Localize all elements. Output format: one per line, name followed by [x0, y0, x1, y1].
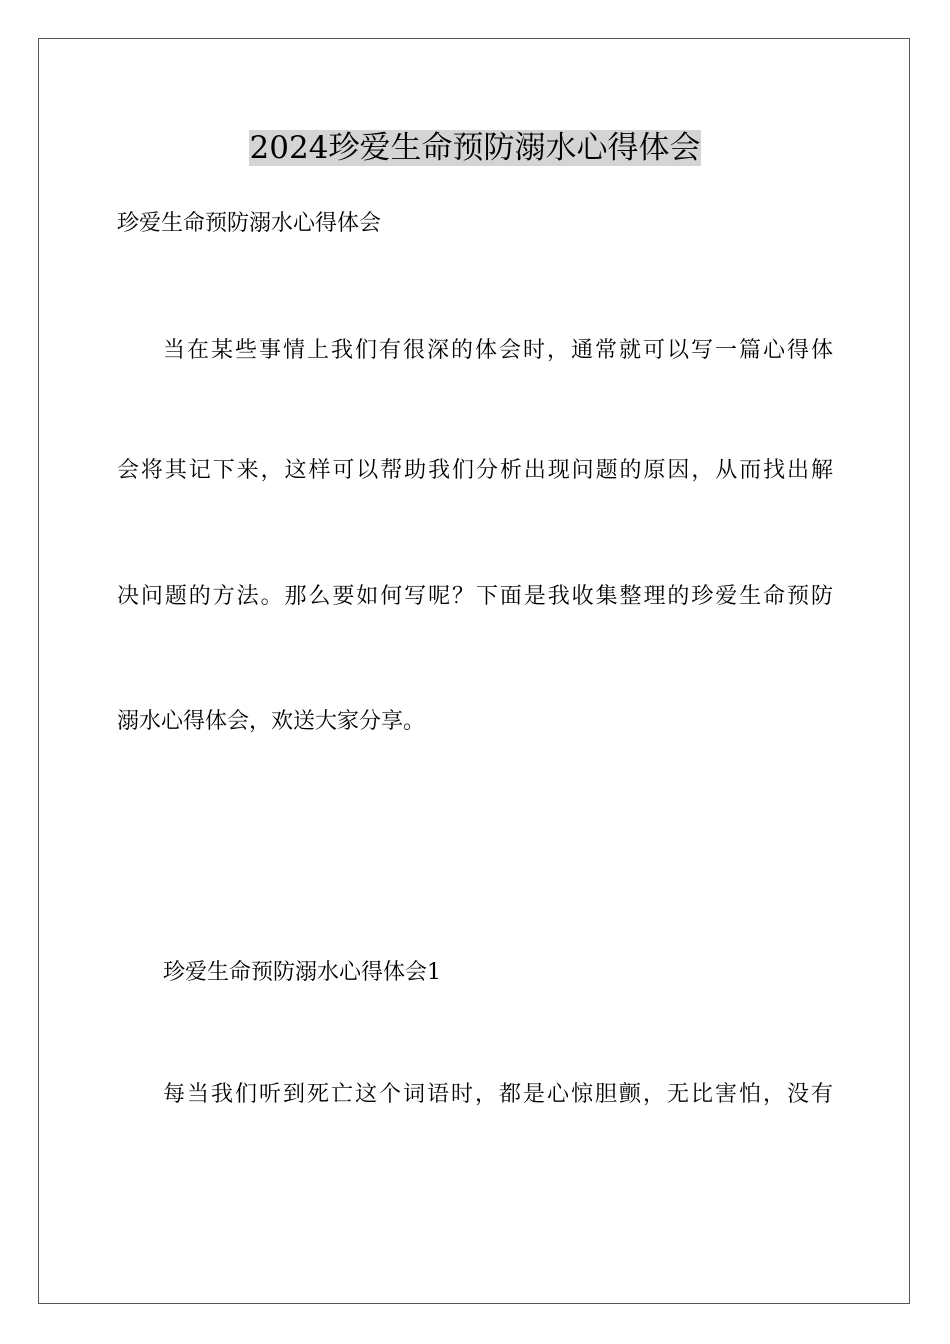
document-title — [0, 126, 950, 170]
document-title-text: 2024珍爱生命预防溺水心得体会 — [249, 130, 701, 166]
intro-paragraph-line-3: 决问题的方法。那么要如何写呢？下面是我收集整理的珍爱生命预防 — [117, 584, 833, 609]
intro-paragraph-line-2: 会将其记下来，这样可以帮助我们分析出现问题的原因，从而找出解 — [117, 458, 833, 483]
section-paragraph-line-1: 每当我们听到死亡这个词语时，都是心惊胆颤，无比害怕，没有 — [163, 1082, 833, 1107]
intro-paragraph-line-4: 溺水心得体会，欢送大家分享。 — [117, 709, 426, 734]
intro-paragraph-line-1: 当在某些事情上我们有很深的体会时，通常就可以写一篇心得体 — [163, 338, 833, 363]
section-heading: 珍爱生命预防溺水心得体会1 — [163, 960, 441, 985]
document-subtitle: 珍爱生命预防溺水心得体会 — [117, 211, 382, 236]
